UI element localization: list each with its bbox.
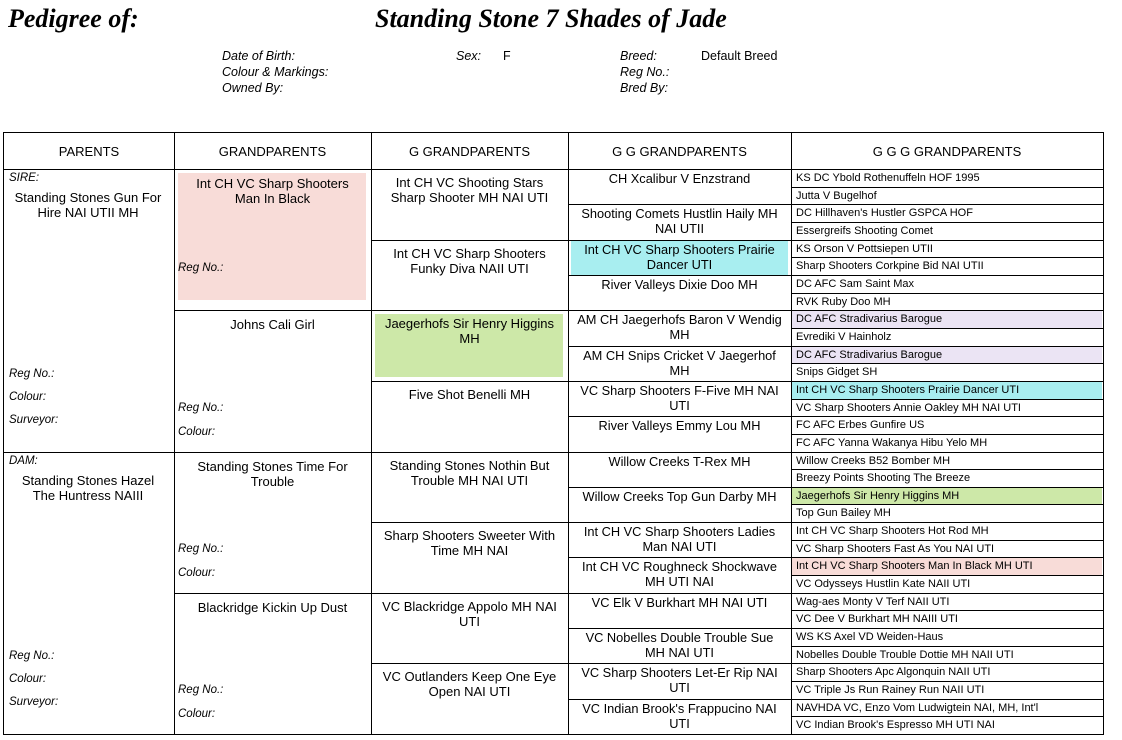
colour-markings-label: Colour & Markings: bbox=[222, 65, 329, 79]
sire-name: Standing Stones Gun For Hire NAI UTII MH bbox=[14, 190, 162, 220]
ggg-grandparent-name: Jutta V Bugelhof bbox=[796, 190, 877, 202]
colour-label: Colour: bbox=[9, 391, 47, 403]
owned-by-label: Owned By: bbox=[222, 81, 284, 95]
grandparent-name: Blackridge Kickin Up Dust bbox=[197, 600, 348, 615]
reg-no-label: Reg No.: bbox=[178, 543, 224, 555]
ggg-grandparent-name: VC Indian Brook's Espresso MH UTI NAI bbox=[796, 719, 995, 731]
column-header: G G G GRANDPARENTS bbox=[872, 144, 1022, 159]
column-header: GRANDPARENTS bbox=[218, 144, 327, 159]
colour-label: Colour: bbox=[178, 567, 216, 579]
ggg-grandparent-name: Willow Creeks B52 Bomber MH bbox=[796, 455, 951, 467]
g-grandparent-name: Jaegerhofs Sir Henry Higgins MH bbox=[384, 316, 555, 346]
ggg-grandparent-name: Int CH VC Sharp Shooters Prairie Dancer UTI bbox=[792, 382, 1102, 399]
ggg-grandparent-name: VC Triple Js Run Rainey Run NAII UTI bbox=[796, 684, 985, 696]
breed-label: Breed: bbox=[620, 49, 657, 63]
gg-grandparent-name: Shooting Comets Hustlin Haily MH NAI UTII bbox=[581, 206, 778, 236]
g-grandparent-name: Sharp Shooters Sweeter With Time MH NAI bbox=[383, 528, 556, 558]
g-grandparent-name: VC Blackridge Appolo MH NAI UTI bbox=[382, 599, 557, 629]
ggg-grandparent-name: Breezy Points Shooting The Breeze bbox=[796, 472, 971, 484]
ggg-grandparent-name: FC AFC Erbes Gunfire US bbox=[796, 419, 925, 431]
ggg-grandparent-name: VC Dee V Burkhart MH NAIII UTI bbox=[796, 613, 958, 625]
grid-line bbox=[371, 240, 568, 241]
ggg-grandparent-name: RVK Ruby Doo MH bbox=[796, 296, 891, 308]
ggg-grandparent-name: NAVHDA VC, Enzo Vom Ludwigtein NAI, MH, Int'l bbox=[796, 702, 1039, 714]
ggg-grandparent-name: DC Hillhaven's Hustler GSPCA HOF bbox=[796, 207, 973, 219]
colour-label: Colour: bbox=[178, 708, 216, 720]
pedigree-label: Pedigree of: bbox=[8, 4, 139, 33]
colour-label: Colour: bbox=[9, 673, 47, 685]
ggg-grandparent-name: FC AFC Yanna Wakanya Hibu Yelo MH bbox=[796, 437, 988, 449]
ggg-grandparent-name: Essergreifs Shooting Comet bbox=[796, 225, 933, 237]
gg-grandparent-name: VC Sharp Shooters Let-Er Rip NAI UTI bbox=[581, 665, 778, 695]
gg-grandparent-name: AM CH Jaegerhofs Baron V Wendig MH bbox=[577, 312, 782, 342]
gg-grandparent-name: Int CH VC Roughneck Shockwave MH UTI NAI bbox=[582, 559, 777, 589]
ggg-grandparent-name: Evrediki V Hainholz bbox=[796, 331, 892, 343]
g-grandparent-name: Five Shot Benelli MH bbox=[408, 387, 531, 402]
grid-line bbox=[371, 522, 568, 523]
column-header: G G GRANDPARENTS bbox=[612, 144, 747, 159]
gg-grandparent-name: VC Nobelles Double Trouble Sue MH NAI UTI bbox=[585, 630, 774, 660]
reg-no-label: Reg No.: bbox=[9, 368, 55, 380]
breed-value: Default Breed bbox=[701, 49, 778, 63]
ggg-grandparent-name: VC Sharp Shooters Fast As You NAI UTI bbox=[796, 543, 995, 555]
sire-label: SIRE: bbox=[9, 172, 40, 184]
reg-no-label: Reg No.: bbox=[178, 402, 224, 414]
column-header: PARENTS bbox=[58, 144, 120, 159]
g-grandparent-name: VC Outlanders Keep One Eye Open NAI UTI bbox=[382, 669, 557, 699]
g-grandparent-name: Int CH VC Sharp Shooters Funky Diva NAII UTI bbox=[393, 246, 546, 276]
dam-label: DAM: bbox=[9, 455, 38, 467]
ggg-grandparent-name: KS DC Ybold Rothenuffeln HOF 1995 bbox=[796, 172, 980, 184]
gg-grandparent-name: AM CH Snips Cricket V Jaegerhof MH bbox=[583, 348, 776, 378]
gg-grandparent-name: Willow Creeks T-Rex MH bbox=[608, 454, 751, 469]
ggg-grandparent-name: Sharp Shooters Apc Algonquin NAII UTI bbox=[796, 666, 991, 678]
ggg-grandparent-name: Int CH VC Sharp Shooters Hot Rod MH bbox=[796, 525, 989, 537]
column-header: G GRANDPARENTS bbox=[408, 144, 531, 159]
grandparent-name: Int CH VC Sharp Shooters Man In Black bbox=[196, 176, 349, 206]
ggg-grandparent-name: DC AFC Stradivarius Barogue bbox=[792, 347, 1102, 363]
grid-line bbox=[174, 133, 175, 734]
ggg-grandparent-name: Top Gun Bailey MH bbox=[796, 507, 891, 519]
gg-grandparent-name: River Valleys Dixie Doo MH bbox=[601, 277, 758, 292]
gg-grandparent-name: Int CH VC Sharp Shooters Ladies Man NAI UTI bbox=[583, 524, 776, 554]
gg-grandparent-name: VC Elk V Burkhart MH NAI UTI bbox=[591, 595, 768, 610]
gg-grandparent-name: Willow Creeks Top Gun Darby MH bbox=[582, 489, 777, 504]
dob-label: Date of Birth: bbox=[222, 49, 295, 63]
ggg-grandparent-name: VC Sharp Shooters Annie Oakley MH NAI UTI bbox=[796, 402, 1021, 414]
ggg-grandparent-name: Int CH VC Sharp Shooters Man In Black MH UTI bbox=[792, 558, 1102, 575]
grid-line bbox=[371, 381, 568, 382]
sex-label: Sex: bbox=[456, 49, 482, 63]
pedigree-table bbox=[3, 132, 1104, 735]
ggg-grandparent-name: Sharp Shooters Corkpine Bid NAI UTII bbox=[796, 260, 984, 272]
grid-line bbox=[174, 452, 371, 453]
g-grandparent-name: Standing Stones Nothin But Trouble MH NAI UTI bbox=[389, 458, 550, 488]
ggg-grandparent-name: Wag-aes Monty V Terf NAII UTI bbox=[796, 596, 950, 608]
grid-line bbox=[371, 663, 568, 664]
ggg-grandparent-name: WS KS Axel VD Weiden-Haus bbox=[796, 631, 944, 643]
grid-line bbox=[568, 133, 569, 734]
colour-label: Colour: bbox=[178, 426, 216, 438]
ggg-grandparent-name: KS Orson V Pottsiepen UTII bbox=[796, 243, 933, 255]
grandparent-name: Johns Cali Girl bbox=[230, 317, 315, 332]
g-grandparent-name: Int CH VC Shooting Stars Sharp Shooter MH NAI UTI bbox=[390, 175, 549, 205]
gg-grandparent-name: CH Xcalibur V Enzstrand bbox=[608, 171, 751, 186]
surveyor-label: Surveyor: bbox=[9, 696, 59, 708]
reg-no-label: Reg No.: bbox=[178, 262, 224, 274]
surveyor-label: Surveyor: bbox=[9, 414, 59, 426]
gg-grandparent-name: River Valleys Emmy Lou MH bbox=[598, 418, 761, 433]
dam-name: Standing Stones Hazel The Huntress NAIII bbox=[21, 473, 155, 503]
gg-grandparent-name: VC Sharp Shooters F-Five MH NAI UTI bbox=[580, 383, 779, 413]
sex-value: F bbox=[503, 49, 511, 63]
grid-line bbox=[371, 593, 568, 594]
grid-line bbox=[4, 452, 174, 453]
grid-line bbox=[371, 310, 568, 311]
ggg-grandparent-name: Jaegerhofs Sir Henry Higgins MH bbox=[792, 488, 1102, 504]
reg-no-label: Reg No.: bbox=[178, 684, 224, 696]
ggg-grandparent-name: Snips Gidget SH bbox=[796, 366, 878, 378]
grid-line bbox=[371, 452, 568, 453]
ggg-grandparent-name: DC AFC Sam Saint Max bbox=[796, 278, 914, 290]
ggg-grandparent-name: VC Odysseys Hustlin Kate NAII UTI bbox=[796, 578, 971, 590]
reg-no-label: Reg No.: bbox=[9, 650, 55, 662]
bred-by-label: Bred By: bbox=[620, 81, 668, 95]
reg-no-label: Reg No.: bbox=[620, 65, 670, 79]
grid-line bbox=[371, 133, 372, 734]
grid-line bbox=[174, 593, 371, 594]
ggg-grandparent-name: Nobelles Double Trouble Dottie MH NAII UTI bbox=[796, 649, 1014, 661]
gg-grandparent-name: VC Indian Brook's Frappucino NAI UTI bbox=[582, 701, 777, 731]
grandparent-name: Standing Stones Time For Trouble bbox=[197, 459, 348, 489]
ggg-grandparent-name: DC AFC Stradivarius Barogue bbox=[792, 311, 1102, 328]
gg-grandparent-name: Int CH VC Sharp Shooters Prairie Dancer UTI bbox=[571, 241, 788, 275]
grid-line bbox=[174, 310, 371, 311]
dog-name-title: Standing Stone 7 Shades of Jade bbox=[375, 4, 727, 33]
